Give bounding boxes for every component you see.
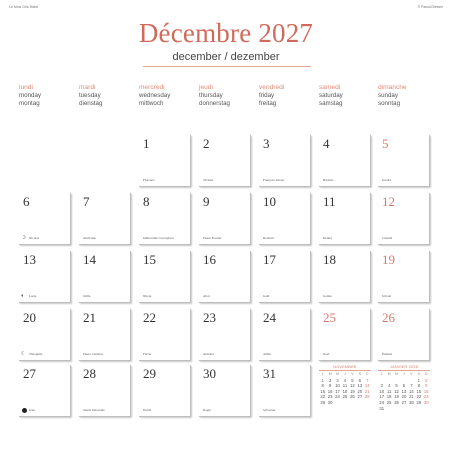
day-cell[interactable]	[319, 251, 371, 303]
day-number: 25	[323, 310, 336, 325]
saint-name: Nicolas	[29, 236, 40, 240]
mini-day: 20	[401, 394, 407, 400]
mini-weekday: L	[321, 372, 324, 376]
mini-day: 14	[409, 388, 414, 394]
mini-day: 9	[425, 383, 428, 389]
saint-name: Immaculée Conception	[143, 236, 174, 240]
saint-name: François-Xavier	[263, 178, 285, 182]
mini-day: 21	[364, 388, 370, 394]
weekday-label-en: tuesday	[79, 92, 101, 99]
mini-day: 23	[423, 394, 429, 400]
weekday-header	[199, 84, 257, 108]
weekday-label-fr: jeudi	[199, 84, 213, 91]
weekday-label-fr: lundi	[19, 84, 33, 91]
mini-day: 25	[386, 399, 392, 405]
mini-day: 21	[409, 394, 414, 400]
mini-day: 6	[402, 383, 406, 389]
mini-day: 13	[401, 388, 407, 394]
mini-day	[408, 406, 415, 412]
weekday-label-de: montag	[19, 100, 40, 107]
mini-day	[341, 400, 348, 406]
saint-name: David	[143, 408, 152, 412]
mini-day: 17	[335, 388, 340, 394]
mini-day: 16	[423, 388, 429, 394]
mini-day: 28	[409, 399, 414, 405]
mini-day: 7	[410, 383, 413, 389]
saint-name: Lucie	[29, 294, 37, 298]
day-cell[interactable]	[139, 193, 191, 245]
day-number: 3	[263, 136, 270, 151]
mini-day: 11	[342, 383, 348, 389]
mini-day	[364, 400, 371, 406]
day-number: 11	[323, 194, 336, 209]
mini-day: 17	[379, 394, 385, 400]
weekday-label-fr: mardi	[79, 84, 96, 91]
weekday-header	[19, 84, 77, 108]
day-cell[interactable]	[79, 309, 131, 361]
mini-day: 4	[343, 377, 347, 383]
mini-day: 30	[423, 399, 429, 405]
mini-day: 8	[417, 383, 420, 389]
corner-left-text: Le Mois Gris Bistel	[9, 5, 39, 9]
day-number: 15	[143, 252, 156, 267]
day-number: 24	[263, 310, 276, 325]
mini-weekday: S	[417, 372, 420, 376]
saint-name: Romaric	[263, 236, 275, 240]
day-number: 10	[263, 194, 276, 209]
page-subtitle: december / dezember	[172, 51, 280, 63]
mini-day	[400, 406, 407, 412]
mini-day: 5	[395, 383, 398, 389]
day-cell[interactable]	[259, 365, 311, 417]
mini-day: 5	[351, 377, 354, 383]
mini-day: 29	[320, 399, 326, 405]
saint-name: Urbain	[382, 294, 392, 298]
day-cell[interactable]	[79, 193, 131, 245]
weekday-label-en: monday	[19, 92, 42, 99]
day-cell[interactable]	[199, 365, 251, 417]
weekday-header	[79, 84, 137, 108]
saint-name: Gatien	[323, 294, 332, 298]
day-cell[interactable]	[378, 135, 430, 187]
day-number: 6	[23, 194, 30, 209]
day-number: 22	[143, 310, 156, 325]
day-number: 2	[203, 136, 210, 151]
mini-day: 2	[425, 377, 428, 383]
mini-calendar-title: JANVIER 2028	[378, 365, 430, 371]
mini-weekday: M	[395, 372, 398, 376]
weekday-label-de: samstag	[319, 100, 343, 107]
day-number: 30	[203, 366, 216, 381]
mini-day: 18	[386, 394, 392, 400]
mini-day: 27	[357, 394, 363, 400]
weekday-label-en: friday	[259, 92, 275, 99]
mini-day: 23	[327, 394, 333, 400]
day-number: 8	[143, 194, 150, 209]
mini-day: 3	[380, 383, 383, 389]
day-number: 21	[83, 310, 96, 325]
saint-name: Chantal	[382, 236, 393, 240]
moon-phase-icon: ◐	[21, 293, 25, 299]
day-number: 31	[263, 366, 276, 381]
saint-name: Pierre Canisius	[83, 352, 104, 356]
weekday-header	[378, 84, 436, 108]
mini-weekday: M	[336, 372, 339, 376]
mini-day: 19	[394, 394, 399, 400]
weekday-header	[139, 84, 197, 108]
saint-name: Daniel	[323, 236, 332, 240]
day-cell[interactable]	[259, 135, 311, 187]
mini-day: 1	[417, 377, 420, 383]
weekday-label-en: wednesday	[139, 92, 171, 99]
day-cell[interactable]	[139, 365, 191, 417]
full-moon-icon	[22, 408, 27, 413]
mini-day	[334, 400, 341, 406]
saint-name: Gaël	[263, 294, 270, 298]
day-number: 12	[382, 194, 395, 209]
saint-name: Armand	[203, 352, 214, 356]
saint-name: Pierre Fourier	[203, 236, 222, 240]
weekday-label-de: mittwoch	[139, 100, 164, 107]
day-cell[interactable]	[19, 193, 71, 245]
saint-name: Viviane	[203, 178, 214, 182]
day-cell[interactable]	[19, 251, 71, 303]
day-cell[interactable]	[319, 135, 371, 187]
day-number: 1	[143, 136, 150, 151]
mini-day: 18	[342, 388, 348, 394]
mini-day: 1	[321, 377, 324, 383]
mini-day: 10	[379, 388, 385, 394]
saint-name: Ninon	[143, 294, 152, 298]
day-cell[interactable]	[199, 251, 251, 303]
mini-weekday: L	[380, 372, 383, 376]
mini-calendar	[319, 365, 371, 406]
corner-right-text: © Pascal Bessel	[417, 5, 443, 9]
mini-day: 9	[328, 383, 332, 389]
weekday-label-en: sunday	[378, 92, 398, 99]
day-cell[interactable]	[378, 193, 430, 245]
day-number: 29	[143, 366, 156, 381]
weekday-label-de: dienstag	[79, 100, 103, 107]
day-number: 13	[23, 252, 36, 267]
day-cell[interactable]	[199, 135, 251, 187]
weekday-label-de: freitag	[259, 100, 277, 107]
saint-name: Théophile	[29, 352, 43, 356]
day-cell[interactable]	[19, 309, 71, 361]
day-number: 27	[23, 366, 36, 381]
title-divider	[143, 66, 311, 67]
saint-name: Noël	[323, 352, 330, 356]
mini-day: 11	[386, 388, 392, 394]
mini-weekday: D	[366, 372, 369, 376]
mini-day: 22	[416, 394, 422, 400]
saint-name: Adèle	[263, 352, 271, 356]
mini-day: 28	[364, 394, 370, 400]
mini-day: 29	[416, 399, 422, 405]
weekday-label-de: donnerstag	[199, 100, 230, 107]
mini-weekday: J	[344, 372, 346, 376]
day-number: 23	[203, 310, 216, 325]
mini-day: 15	[416, 388, 422, 394]
mini-day: 3	[336, 377, 339, 383]
mini-calendar	[378, 365, 430, 411]
mini-day	[415, 406, 422, 412]
mini-day: 19	[350, 388, 355, 394]
mini-day: 7	[366, 377, 369, 383]
moon-phase-icon: ☽	[21, 235, 26, 241]
day-number: 28	[83, 366, 96, 381]
saint-name: Étienne	[382, 352, 393, 356]
day-number: 16	[203, 252, 216, 267]
mini-day	[349, 400, 356, 406]
mini-weekday: M	[328, 372, 332, 376]
mini-weekday: S	[358, 372, 361, 376]
day-number: 4	[323, 136, 330, 151]
mini-weekday: V	[351, 372, 354, 376]
mini-day: 2	[328, 377, 332, 383]
weekday-label-fr: vendredi	[259, 84, 285, 91]
day-number: 5	[382, 136, 389, 151]
mini-day	[423, 406, 430, 412]
day-cell[interactable]	[199, 309, 251, 361]
mini-day: 27	[401, 399, 407, 405]
mini-weekday: D	[425, 372, 428, 376]
day-cell[interactable]	[378, 309, 430, 361]
mini-day: 22	[320, 394, 326, 400]
moon-phase-icon: ☾	[21, 351, 26, 357]
day-cell[interactable]	[79, 251, 131, 303]
mini-day	[393, 406, 400, 412]
weekday-label-de: sonntag	[378, 100, 401, 107]
mini-day: 13	[357, 383, 363, 389]
mini-day: 8	[321, 383, 324, 389]
mini-calendar-title: NOVEMBRE	[319, 365, 371, 371]
saint-name: Sylvestre	[263, 408, 276, 412]
saint-name: Flavie	[143, 352, 152, 356]
mini-day: 30	[327, 399, 333, 405]
saint-name: Florence	[143, 178, 155, 182]
day-number: 7	[83, 194, 90, 209]
day-number: 14	[83, 252, 96, 267]
day-number: 20	[23, 310, 36, 325]
weekday-header	[259, 84, 317, 108]
weekday-label-fr: mercredi	[139, 84, 165, 91]
mini-day: 10	[335, 383, 340, 389]
mini-day	[385, 406, 392, 412]
day-cell[interactable]	[19, 365, 71, 417]
mini-day: 24	[335, 394, 340, 400]
day-number: 17	[263, 252, 276, 267]
mini-day: 14	[364, 383, 370, 389]
mini-day: 12	[350, 383, 355, 389]
day-cell[interactable]	[139, 251, 191, 303]
weekday-label-fr: samedi	[319, 84, 341, 91]
saint-name: Gérald	[382, 178, 391, 182]
mini-day: 6	[358, 377, 361, 383]
mini-day	[356, 400, 363, 406]
weekday-label-fr: dimanche	[378, 84, 407, 91]
mini-day: 26	[350, 394, 355, 400]
day-cell[interactable]	[79, 365, 131, 417]
mini-day: 31	[379, 405, 385, 411]
mini-day: 16	[327, 388, 333, 394]
day-cell[interactable]	[259, 193, 311, 245]
saint-name: Jean	[29, 408, 35, 412]
saint-name: Saints Innocents	[83, 408, 105, 412]
mini-day: 25	[342, 394, 348, 400]
day-cell[interactable]	[259, 251, 311, 303]
day-cell[interactable]	[199, 193, 251, 245]
weekday-label-en: thursday	[199, 92, 223, 99]
day-cell[interactable]	[378, 251, 430, 303]
day-cell[interactable]	[319, 193, 371, 245]
saint-name: Alice	[203, 294, 211, 298]
saint-name: Ambroise	[83, 236, 97, 240]
mini-day: 4	[387, 383, 391, 389]
mini-day: 12	[394, 388, 399, 394]
mini-day: 26	[394, 399, 399, 405]
saint-name: Barbara	[323, 178, 334, 182]
mini-weekday: J	[403, 372, 405, 376]
saint-name: Odile	[83, 294, 91, 298]
day-cell[interactable]	[139, 135, 191, 187]
day-number: 18	[323, 252, 336, 267]
day-cell[interactable]	[319, 309, 371, 361]
weekday-label-en: saturday	[319, 92, 343, 99]
mini-weekday: M	[387, 372, 391, 376]
day-number: 19	[382, 252, 395, 267]
day-number: 26	[382, 310, 395, 325]
day-cell[interactable]	[259, 309, 311, 361]
weekday-header	[319, 84, 377, 108]
mini-day: 15	[320, 388, 326, 394]
day-cell[interactable]	[139, 309, 191, 361]
mini-day: 20	[357, 388, 363, 394]
mini-day: 24	[379, 399, 385, 405]
day-number: 9	[203, 194, 210, 209]
mini-weekday: V	[410, 372, 413, 376]
page-title: Décembre 2027	[138, 18, 314, 48]
saint-name: Roger	[203, 408, 212, 412]
